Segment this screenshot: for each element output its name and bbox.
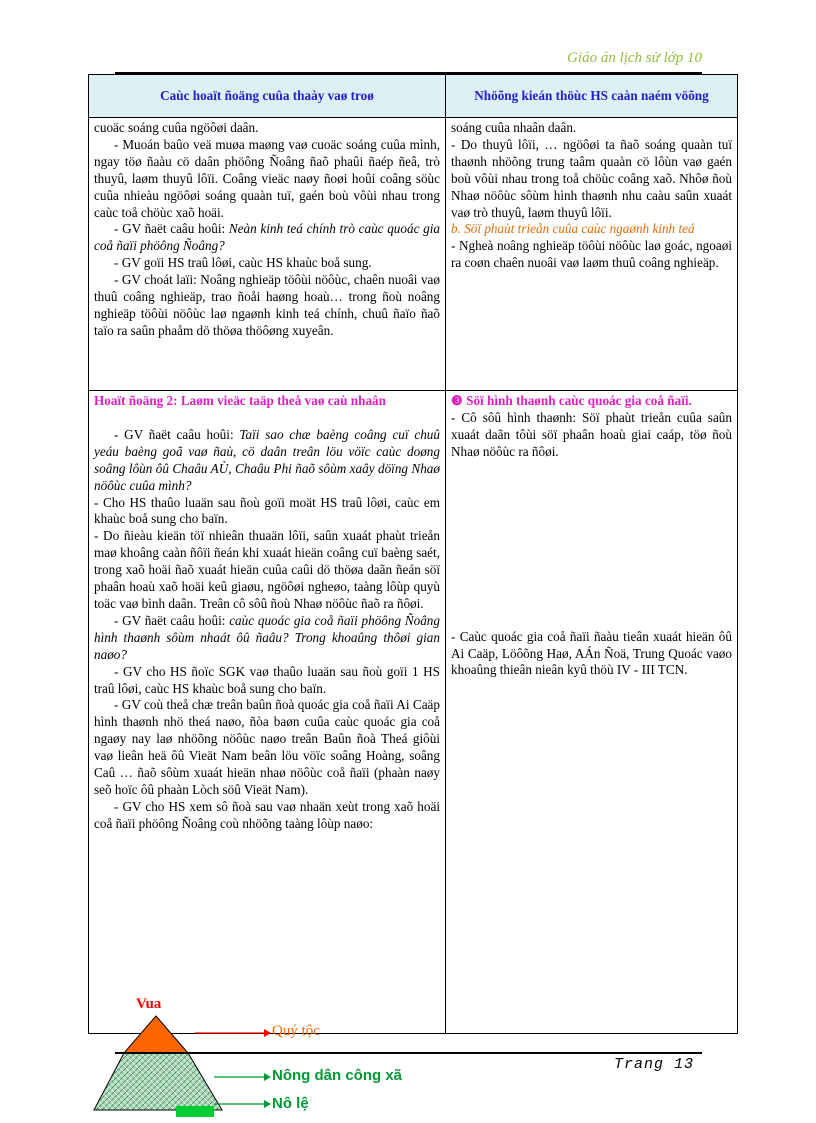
paragraph: - Cô sôû hình thaønh: Söï phaùt trieån cuûa saûn xuaát daãn tôùi söï phaân hoaù giai caáp, töø ñoù Nhaø nöôùc ra ñôøi. bbox=[451, 409, 732, 459]
paragraph: - GV choát laïi: Noâng nghieäp töôùi nöôùc, chaên nuoâi vaø thuû coâng nghieäp, trao ñoåi haøng hoaù… trong ñoù noâng nghieäp töôùi nöôùc laø ngaønh kinh teá chính, chuû ñaïo ñaõ taïo ra saûn phaåm dö thöøa thöôøng xuyeân. bbox=[94, 272, 440, 338]
paragraph: - Caùc quoác gia coå ñaïi ñaàu tieân xuaát hieän ôû Ai Caäp, Löôõng Haø, AÁn Ñoä, Trung Quoác vaøo khoaûng thieân nieân kyû thöù IV - III TCN. bbox=[451, 628, 732, 678]
col-right-header: Nhöõng kieán thöùc HS caàn naém vöõng bbox=[446, 75, 738, 118]
paragraph: cuoäc soáng cuûa ngöôøi daân. bbox=[94, 120, 259, 135]
page-number: Trang 13 bbox=[614, 1056, 695, 1073]
col-left-header: Caùc hoaït ñoäng cuûa thaày vaø troø bbox=[89, 75, 446, 118]
paragraph: - Muoán baûo veä muøa maøng vaø cuoäc soáng cuûa mình, ngay töø ñaàu cö daân phöông Ñoâng ñaõ phaûi ñaép ñeâ, trò thuyû, laøm thuyû lôïi. Coâng vieäc naøy ñoøi hoûi coâng söùc cuûa nhieàu ngöôøi soáng quaàn tuï, gaén boù vôùi nhau trong caùc toå chöùc xaõ hoäi. bbox=[94, 136, 440, 220]
section-heading: b. Söï phaùt trieån cuûa caùc ngaønh kinh teá bbox=[451, 221, 695, 237]
paragraph: - GV coù theå chæ treân baûn ñoà quoác gia coå ñaïi Ai Caäp hình thaønh nhö theá naøo, ñòa baøn cuûa caùc quoác gia coå ngaøy nay laø nhöõng nöôùc naøo treân Baûn ñoà Theá giôùi vaø lieân heä ôû Vieät Nam beân löu vöïc soâng Hoàng, soâng Caû … ñaõ sôùm xuaát hieän nhaø nöôùc coå ñaïi (phaàn naøy seõ hoïc ôû phaàn Lòch söû Vieät Nam). bbox=[94, 697, 440, 797]
paragraph: soáng cuûa nhaân daân. bbox=[451, 120, 577, 135]
question-text: caùc quoác gia coå ñaïi phöông Ñoâng hình thaønh sôùm nhaát ôû ñaâu? Trong khoaûng thôøi gian naøo? bbox=[94, 612, 440, 662]
paragraph: - Ngheà noâng nghieäp töôùi nöôùc laø goác, ngoaøi ra coøn chaên nuoâi vaø laøm thuû coâng nghieäp. bbox=[451, 238, 732, 271]
section-heading-text: Söï hình thaønh caùc quoác gia coå ñaïi. bbox=[466, 393, 692, 408]
footer-rule bbox=[115, 1052, 702, 1054]
pyramid-label-level4: Nô lệ bbox=[272, 1095, 309, 1112]
question-text: Neàn kinh teá chính trò caùc quoác gia coå ñaïi phöông Ñoâng? bbox=[94, 221, 440, 254]
question-prefix: - GV ñaët caâu hoûi: bbox=[114, 426, 240, 442]
question-prefix: - GV ñaët caâu hoûi: bbox=[114, 612, 230, 628]
question-text: Taïi sao chæ baèng coâng cuï chuû yeáu baèng goã vaø ñaù, cö daân treân löu vöïc caùc doøng soâng lôùn ôû Chaâu AÙ, Chaâu Phi ñaõ sôùm xaây döïng Nhaø nöôùc cuûa mình? bbox=[94, 426, 440, 493]
paragraph: - Do thuyû lôïi, … ngöôøi ta ñaõ soáng quaàn tuï thaønh nhöõng trung taâm quaàn cö lôùn vaø gaén boù vôùi nhau trong toå chöùc coâng xaõ. Nhôø ñoù Nhaø nöôùc sôùm hình thaønh nhu caàu saûn xuaát vaø trò thuyû, laøm thuyû lôïi. bbox=[451, 136, 732, 220]
bullet-icon: ❸ bbox=[451, 393, 463, 408]
paragraph: - Cho HS thaûo luaän sau ñoù goïi moät HS traû lôøi, caùc em khaùc boå sung cho baïn. bbox=[94, 494, 440, 527]
activity-heading: Hoaït ñoäng 2: Laøm vieäc taäp theå vaø caù nhaân bbox=[94, 393, 386, 408]
pyramid-top-king bbox=[124, 1016, 188, 1053]
pyramid-label-level3: Nông dân công xã bbox=[272, 1067, 403, 1084]
question-prefix: - GV ñaët caâu hoûi: bbox=[114, 221, 229, 237]
pyramid-level-peasants bbox=[94, 1053, 222, 1110]
pyramid-label-top: Vua bbox=[136, 996, 162, 1012]
header-title: Giáo án lịch sử lớp 10 bbox=[567, 50, 702, 66]
paragraph: - Do ñieàu kieän töï nhieân thuaän lôïi, saûn xuaát phaùt trieån maø khoâng caàn ñôïi ñeán khi xuaát hieän coâng cuï baèng saét, trong xaõ hoäi ñaõ xuaát hieän cuûa caûi dö thöøa daãn ñeán söï phaân hoaù xaõ hoäi keû giaøu, ngöôøi ngheøo, taàng lôùp quyù toäc vaø bình daân. Treân cô sôû ñoù Nhaø nöôùc ñaõ ra ñôøi. bbox=[94, 528, 440, 611]
paragraph: - GV cho HS xem sô ñoà sau vaø nhaän xeùt trong xaõ hoäi coå ñaïi phöông Ñoâng coù nhöõng taàng lôùp naøo: bbox=[94, 798, 440, 831]
paragraph: - GV cho HS ñoïc SGK vaø thaûo luaän sau ñoù goïi 1 HS traû lôøi, caùc HS khaùc boå sung cho baïn. bbox=[94, 663, 440, 696]
pyramid-label-level2: Quý tộc bbox=[272, 1023, 320, 1039]
pyramid-level-slaves bbox=[176, 1106, 214, 1117]
paragraph: - GV goïi HS traû lôøi, caùc HS khaùc boå sung. bbox=[114, 255, 372, 271]
